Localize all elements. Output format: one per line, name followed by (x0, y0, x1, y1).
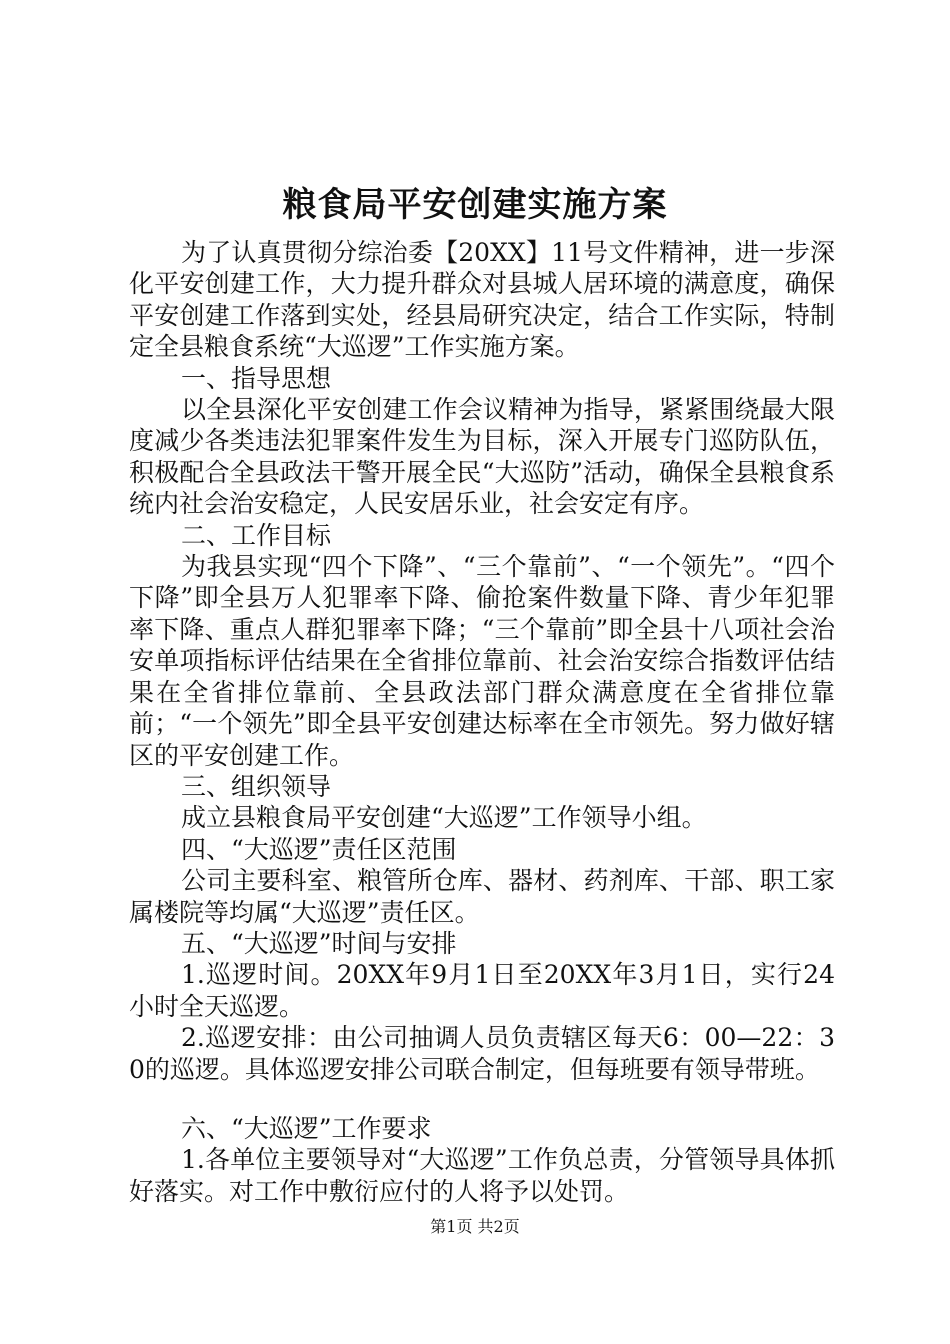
work-requirements-paragraph: 1.各单位主要领导对“大巡逻”工作负总责，分管领导具体抓好落实。对工作中敷衍应付的人将予以处罚。 (129, 1145, 835, 1206)
document-body (129, 237, 835, 1207)
work-goals-paragraph: 为我县实现“四个下降”、“三个靠前”、“一个领先”。“四个下降”即全县万人犯罪率下降、偷抢案件数量下降、青少年犯罪率下降、重点人群犯罪率下降；“三个靠前”即全县十八项社会治安单项指标评估结果在全省排位靠前、社会治安综合指数评估结果在全省排位靠前、全县政法部门群众满意度在全省排位靠前；“一个领先”即全县平安创建达标率在全市领先。努力做好辖区的平安创建工作。 (129, 552, 835, 770)
page-number-footer: 第1页 共2页 (430, 1217, 520, 1236)
paragraph-spacer (129, 1085, 835, 1113)
section-heading-work-goals: 二、工作目标 (181, 520, 332, 550)
patrol-time-paragraph: 1.巡逻时间。20XX年9月1日至20XX年3月1日，实行24小时全天巡逻。 (129, 960, 835, 1021)
guiding-ideology-paragraph: 以全县深化平安创建工作会议精神为指导，紧紧围绕最大限度减少各类违法犯罪案件发生为目标，深入开展专门巡防队伍，积极配合全县政法干警开展全民“大巡防”活动，确保全县粮食系统内社会治安稳定，人民安居乐业，社会安定有序。 (129, 395, 835, 519)
section-heading-guiding-ideology: 一、指导思想 (181, 363, 332, 393)
section-heading-patrol-schedule: 五、“大巡逻”时间与安排 (181, 928, 457, 958)
section-heading-patrol-scope: 四、“大巡逻”责任区范围 (181, 834, 457, 864)
patrol-arrangement-paragraph: 2.巡逻安排：由公司抽调人员负责辖区每天6：00—22：30的巡逻。具体巡逻安排公司联合制定，但每班要有领导带班。 (129, 1023, 835, 1084)
document-title: 粮食局平安创建实施方案 (282, 185, 668, 225)
organization-paragraph: 成立县粮食局平安创建“大巡逻”工作领导小组。 (181, 803, 707, 833)
section-heading-organization: 三、组织领导 (181, 771, 332, 801)
section-heading-work-requirements: 六、“大巡逻”工作要求 (181, 1113, 432, 1143)
intro-paragraph: 为了认真贯彻分综治委【20XX】11号文件精神，进一步深化平安创建工作，大力提升群众对县城人居环境的满意度，确保平安创建工作落到实处，经县局研究决定，结合工作实际，特制定全县粮食系统“大巡逻”工作实施方案。 (129, 238, 835, 362)
patrol-scope-paragraph: 公司主要科室、粮管所仓库、器材、药剂库、干部、职工家属楼院等均属“大巡逻”责任区。 (129, 866, 835, 927)
